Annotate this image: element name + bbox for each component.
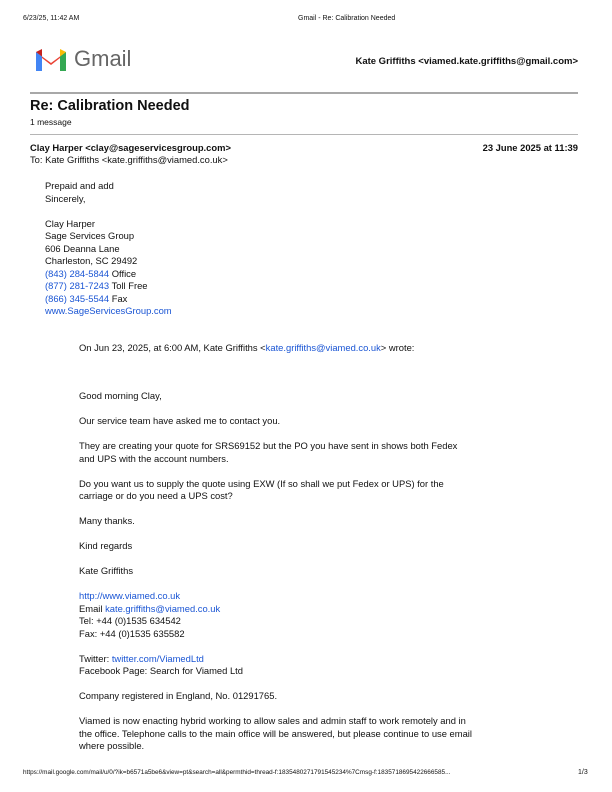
paragraph: and UPS with the account numbers. [79, 452, 229, 464]
phone-link[interactable]: (843) 284-5844 [45, 267, 110, 279]
gmail-m-icon [34, 46, 68, 72]
print-title: Gmail - Re: Calibration Needed [298, 15, 396, 22]
facebook: Facebook Page: Search for Viamed Ltd [79, 665, 243, 676]
phone-link[interactable]: (877) 281-7243 [45, 280, 110, 291]
gmail-logo-text: Gmail [74, 46, 132, 71]
phone-label: Fax [111, 292, 128, 304]
attribution-email-link[interactable]: kate.griffiths@viamed.co.uk [265, 342, 381, 353]
website-link[interactable]: www.SageServicesGroup.com [45, 305, 172, 316]
twitter-link[interactable]: twitter.com/ViamedLtd [111, 652, 204, 664]
message-count: 1 message [30, 117, 72, 127]
thanks: Many thanks. [79, 515, 135, 526]
divider [30, 92, 578, 94]
message-to: To: Kate Griffiths <kate.griffiths@viamed.co.uk> [30, 154, 228, 165]
paragraph: They are creating your quote for SRS69152 but the PO you have sent in shows both Fedex [79, 440, 458, 451]
paragraph: Do you want us to supply the quote using EXW (If so shall we put Fedex or UPS) for the [79, 477, 444, 489]
notice: the office. Telephone calls to the main office will be answered, but please continue to use email [79, 727, 472, 739]
paragraph: Our service team have asked me to contact you. [79, 415, 281, 426]
sender-name: Kate Griffiths [79, 565, 134, 576]
quoted-attribution [79, 342, 414, 355]
sig-city: Charleston, SC 29492 [45, 255, 138, 266]
twitter-label: Twitter: [79, 652, 110, 664]
attribution-text: > wrote: [380, 342, 415, 353]
sig-name: Clay Harper [45, 217, 96, 229]
tel: Tel: +44 (0)1535 634542 [79, 615, 181, 626]
thread-subject: Re: Calibration Needed [30, 98, 190, 114]
gmail-logo [34, 46, 131, 72]
notice: where possible. [79, 740, 145, 751]
paragraph: carriage or do you need a UPS cost? [79, 490, 233, 501]
divider [30, 134, 578, 135]
phone-label: Toll Free [111, 280, 148, 291]
sig-street: 606 Deanna Lane [45, 242, 120, 254]
quoted-message [79, 390, 472, 753]
phone-label: Office [111, 267, 137, 279]
fax: Fax: +44 (0)1535 635582 [79, 627, 185, 639]
body-line: Prepaid and add [45, 180, 114, 191]
message-from: Clay Harper <clay@sageservicesgroup.com> [30, 142, 231, 153]
sig-company: Sage Services Group [45, 230, 135, 241]
account-label: Kate Griffiths <viamed.kate.griffiths@gmail.com> [355, 56, 578, 67]
viamed-website-link[interactable]: http://www.viamed.co.uk [79, 590, 181, 601]
message-body [45, 180, 172, 318]
greeting: Good morning Clay, [79, 390, 162, 401]
regards: Kind regards [79, 540, 133, 551]
body-line: Sincerely, [45, 192, 86, 204]
message-date: 23 June 2025 at 11:39 [482, 142, 578, 153]
notice: Viamed is now enacting hybrid working to allow sales and admin staff to work remotely and in [79, 715, 466, 726]
email-link[interactable]: kate.griffiths@viamed.co.uk [105, 602, 221, 614]
email-label: Email [79, 602, 103, 614]
print-datetime: 6/23/25, 11:42 AM [23, 15, 80, 22]
attribution-text: On Jun 23, 2025, at 6:00 AM, Kate Griffiths < [79, 342, 266, 353]
company-reg: Company registered in England, No. 01291765. [79, 690, 278, 701]
print-url: https://mail.google.com/mail/u/0/?ik=b6571a5be6&view=pt&search=all&permthid=thread-f:1835480271791545234%7Cmsg-f:1835718695422666585... [23, 769, 451, 776]
page-number: 1/3 [578, 769, 588, 776]
phone-link[interactable]: (866) 345-5544 [45, 292, 110, 304]
